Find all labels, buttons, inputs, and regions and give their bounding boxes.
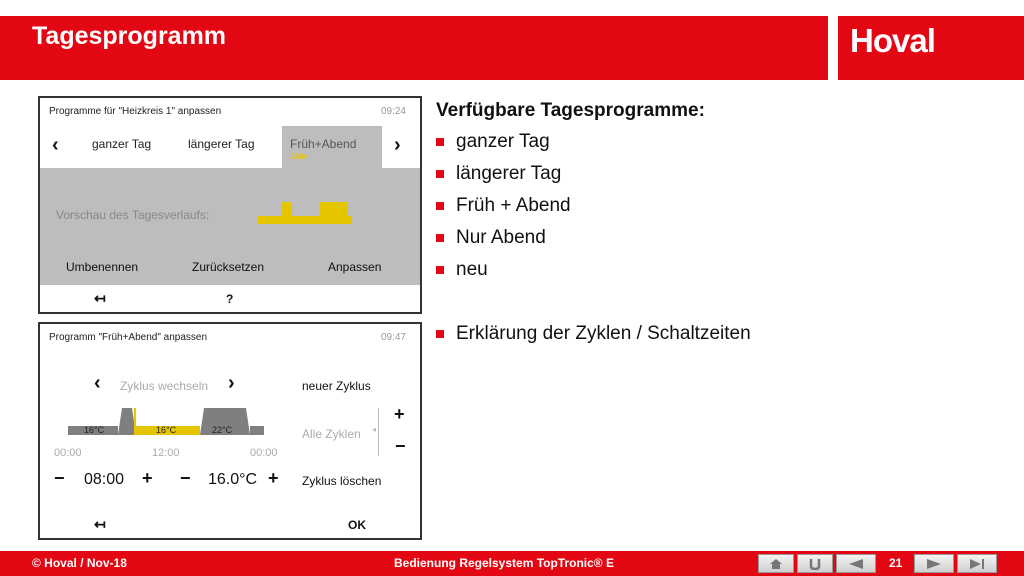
axis-start: 00:00 <box>54 447 82 459</box>
chevron-left-icon[interactable]: ‹ <box>94 372 101 394</box>
back-arrow-icon[interactable]: ↤ <box>94 290 106 306</box>
temp-value: 16.0°C <box>208 471 258 488</box>
list-heading: Verfügbare Tagesprogramme: <box>436 100 705 121</box>
screen-time: 09:24 <box>380 106 406 117</box>
program-tabs <box>40 126 420 168</box>
time-value: 08:00 <box>84 471 125 488</box>
cycle-switch-label: Zyklus wechseln <box>120 379 209 393</box>
footer-bar <box>0 551 1024 576</box>
screen-title: Programme für "Heizkreis 1" anpassen <box>49 106 222 117</box>
chevron-right-icon[interactable]: › <box>394 134 401 156</box>
time-plus-button[interactable]: + <box>142 468 153 488</box>
return-glyph <box>809 558 821 570</box>
chevron-right-icon[interactable]: › <box>228 372 235 394</box>
last-glyph <box>968 558 986 570</box>
home-icon[interactable] <box>758 554 794 573</box>
return-icon[interactable] <box>797 554 833 573</box>
next-icon[interactable] <box>914 554 954 573</box>
list-item: neu <box>436 259 751 291</box>
chevron-left-icon[interactable]: ‹ <box>52 134 59 156</box>
list-item: Früh + Abend <box>436 195 751 227</box>
logo <box>838 16 1024 80</box>
ok-button[interactable]: OK <box>348 518 366 532</box>
page-title: Tagesprogramm <box>32 22 227 50</box>
temp-label-3: 22°C <box>212 425 233 435</box>
help-button[interactable]: ? <box>226 292 234 306</box>
list-item: Nur Abend <box>436 227 751 259</box>
list-item: längerer Tag <box>436 163 751 195</box>
temp-plus-button[interactable]: + <box>268 468 279 488</box>
copyright: © Hoval / Nov-18 <box>32 556 127 570</box>
program-panel <box>40 168 420 285</box>
home-glyph <box>769 558 783 570</box>
list-item: ganzer Tag <box>436 131 751 163</box>
previous-icon[interactable] <box>836 554 876 573</box>
segment-day-edge <box>134 408 136 435</box>
active-badge: Aktiv <box>290 152 308 161</box>
next-glyph <box>925 558 943 570</box>
minus-icon[interactable]: − <box>395 436 406 456</box>
all-cycles-label: Alle Zyklen <box>302 427 361 441</box>
new-cycle-button[interactable]: neuer Zyklus <box>302 379 371 393</box>
program-edit-screen <box>38 322 422 540</box>
axis-mid: 12:00 <box>152 447 180 459</box>
delete-cycle-button[interactable]: Zyklus löschen <box>302 474 382 488</box>
axis-end: 00:00 <box>250 447 278 459</box>
temp-label-2: 16°C <box>156 425 177 435</box>
tab-ganzer-tag[interactable]: ganzer Tag <box>92 137 152 151</box>
previous-glyph <box>847 558 865 570</box>
logo-text: Hoval <box>850 22 935 59</box>
segment-late <box>250 426 264 435</box>
segment-morning <box>118 408 136 435</box>
divider <box>378 408 379 456</box>
page-number: 21 <box>889 556 903 570</box>
tab-laengerer-tag[interactable]: längerer Tag <box>188 137 255 151</box>
adjust-button[interactable]: Anpassen <box>328 260 382 274</box>
list-gap <box>436 291 751 323</box>
plus-icon[interactable]: + <box>394 404 405 424</box>
back-arrow-icon[interactable]: ↤ <box>94 516 106 532</box>
preview-morning-peak <box>282 202 292 224</box>
screen-time: 09:47 <box>380 332 406 343</box>
temp-label-1: 16°C <box>84 425 105 435</box>
program-list <box>436 100 751 355</box>
list-item: Erklärung der Zyklen / Schaltzeiten <box>436 323 751 355</box>
rename-button[interactable]: Umbenennen <box>66 260 139 274</box>
program-selection-screen <box>38 96 422 314</box>
preview-label: Vorschau des Tagesverlaufs: <box>56 208 210 222</box>
scroll-indicator-icon: ◂ <box>372 425 377 434</box>
footer-title: Bedienung Regelsystem TopTronic® E <box>394 556 614 570</box>
day-preview-graph <box>258 202 354 228</box>
temp-minus-button[interactable]: − <box>180 468 191 488</box>
last-icon[interactable] <box>957 554 997 573</box>
time-minus-button[interactable]: − <box>54 468 65 488</box>
reset-button[interactable]: Zurücksetzen <box>192 260 265 274</box>
screen-title: Programm "Früh+Abend" anpassen <box>49 332 208 343</box>
tab-frueh-abend[interactable] <box>282 126 382 168</box>
tab-label: Früh+Abend <box>290 137 357 151</box>
preview-evening-peak <box>320 202 348 224</box>
